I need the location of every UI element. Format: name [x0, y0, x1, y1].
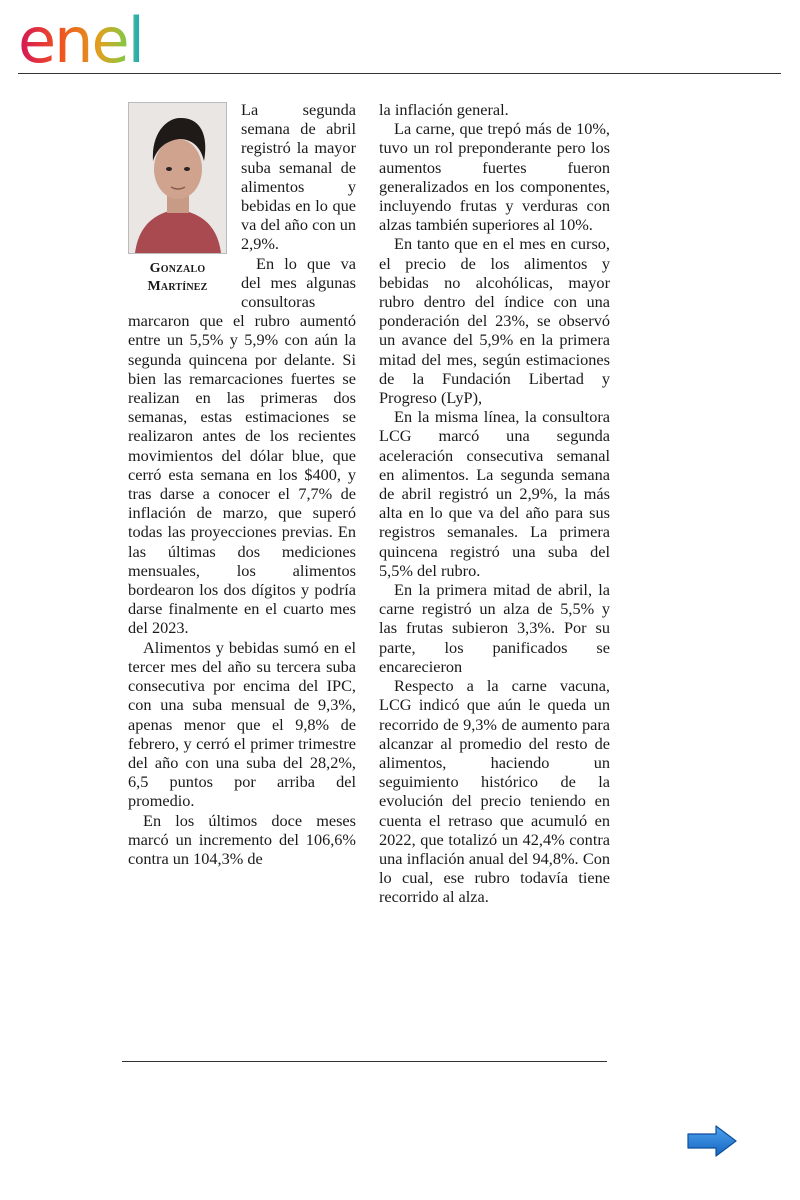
author-name: Gonzalo Martínez — [147, 261, 208, 294]
article-paragraph: En la primera mitad de abril, la carne registró un alza de 5,5% y las frutas subieron 3,3%. Por su parte, los panificados se encarecieron — [379, 580, 610, 676]
enel-logo — [16, 4, 186, 68]
article-paragraph: La carne, que trepó más de 10%, tuvo un rol preponderante pero los aumentos fuertes fueron generalizados en los componentes, incluyendo frutas y verduras con alzas también superiores al 10%. — [379, 119, 610, 235]
article-paragraph: En los últimos doce meses marcó un incremento del 106,6% contra un 104,3% de — [128, 810, 356, 868]
author-photo — [128, 102, 227, 254]
article-paragraph: la inflación general. — [379, 100, 509, 119]
article-column-left — [128, 100, 356, 868]
author-box — [128, 102, 227, 296]
article-paragraph: Respecto a la carne vacuna, LCG indicó que aún le queda un recorrido de 9,3% de aumento para alcanzar al promedio del resto de alimentos, haciendo un seguimiento histórico de la evolución del precio teniendo en cuenta el retraso que acumuló en 2022, que totalizó un 42,4% contra una inflación anual del 94,8%. Con lo cual, ese rubro todavía tiene recorrido al alza. — [379, 676, 610, 907]
article-paragraph: En tanto que en el mes en curso, el precio de los alimentos y bebidas no alcohólicas, mayor rubro dentro del índice con una ponderación del 23%, se observó un avance del 5,9% en la primera mitad del mes, según estimaciones de la Fundación Libertad y Progreso (LyP), — [379, 234, 610, 408]
article-paragraph: En lo que va del mes algunas consultoras marcaron que el rubro aumentó entre un 5,5% y 5,9% con aún la segunda quincena por delante. Si bien las remarcaciones fuertes se realizan en las primeras dos semanas, estas estimaciones se realizaron antes de los recientes movimientos del dólar blue, que cerró esta semana en los $400, y tras darse a conocer el 7,7% de inflación de marzo, que superó todas las proyecciones previas. En las últimas dos mediciones mensuales, los alimentos bordearon los dos dígitos y podría darse finalmente en el cuarto mes del 2023. — [128, 253, 356, 638]
right-arrow-icon[interactable] — [686, 1124, 738, 1158]
article-paragraph: La segunda semana de abril registró la mayor suba semanal de alimentos y bebidas en lo que va del año con un 2,9%. — [241, 100, 356, 254]
right-paragraphs — [379, 100, 610, 907]
logo-text: enel — [18, 4, 143, 68]
article-paragraph: Alimentos y bebidas sumó en el tercer mes del año su tercera suba consecutiva por encima del IPC, con una suba mensual de 9,3%, apenas menor que el 9,8% de febrero, y cerró el primer trimestre del año con una suba del 28,2%, 6,5 puntos por arriba del promedio. — [128, 637, 356, 811]
article-column-right — [379, 100, 610, 907]
article-paragraph: En la misma línea, la consultora LCG marcó una segunda aceleración consecutiva semanal en alimentos. La segunda semana de abril registró un 2,9%, la más alta en lo que va del año para sus registros semanales. La primera quincena registró una suba del 5,5% del rubro. — [379, 407, 610, 580]
footer-divider — [122, 1061, 607, 1062]
header-divider — [18, 73, 781, 74]
